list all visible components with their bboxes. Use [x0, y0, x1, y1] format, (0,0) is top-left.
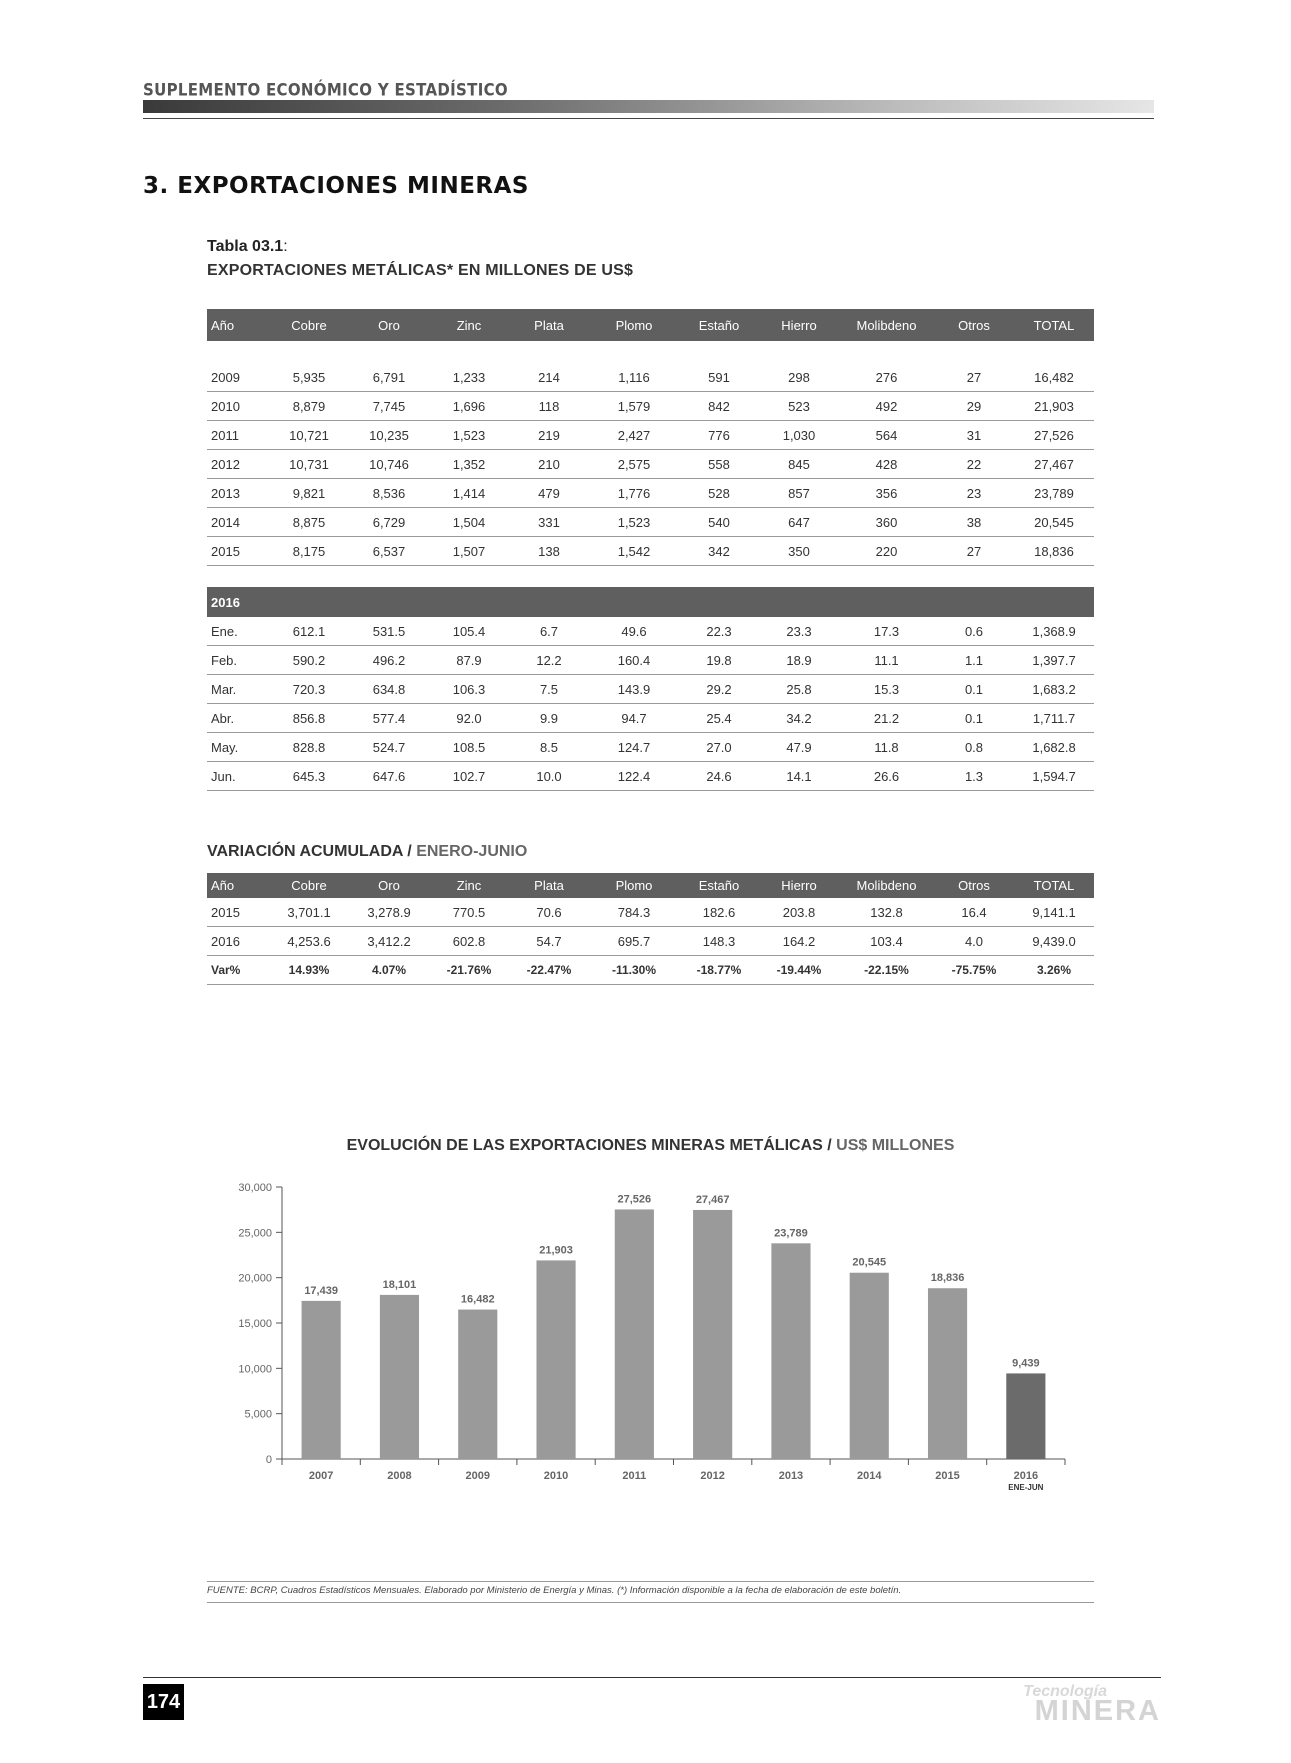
x-category-label: 2011 — [622, 1470, 647, 1482]
table-row — [207, 733, 1094, 762]
value-cell: 38 — [934, 508, 1014, 537]
value-cell: 0.1 — [934, 704, 1014, 733]
value-cell: 34.2 — [759, 704, 839, 733]
section-title: 3. EXPORTACIONES MINERAS — [143, 173, 529, 199]
variation-table-body — [207, 898, 1094, 985]
value-cell: 1,414 — [429, 479, 509, 508]
table-row — [207, 704, 1094, 733]
running-header: SUPLEMENTO ECONÓMICO Y ESTADÍSTICO — [143, 80, 508, 100]
x-category-label: 2009 — [465, 1470, 490, 1482]
value-cell: 776 — [679, 421, 759, 450]
value-cell: 118 — [509, 392, 589, 421]
row-label-cell: Ene. — [207, 617, 269, 646]
footer-rule — [143, 1677, 1161, 1678]
value-cell: 647.6 — [349, 762, 429, 791]
col-header: Plomo — [589, 873, 679, 898]
value-cell: 3,278.9 — [349, 898, 429, 927]
value-cell: 18.9 — [759, 646, 839, 675]
col-header: Otros — [934, 309, 1014, 341]
bar — [380, 1295, 419, 1459]
value-cell: 49.6 — [589, 617, 679, 646]
value-cell: 1,233 — [429, 363, 509, 392]
value-cell: 102.7 — [429, 762, 509, 791]
bar — [615, 1209, 654, 1459]
value-cell: 8.5 — [509, 733, 589, 762]
value-cell: 3,412.2 — [349, 927, 429, 956]
monthly-table-body — [207, 617, 1094, 791]
table-row — [207, 898, 1094, 927]
value-cell: 92.0 — [429, 704, 509, 733]
value-cell: 350 — [759, 537, 839, 566]
value-cell: 94.7 — [589, 704, 679, 733]
header-rule — [143, 118, 1154, 119]
value-cell: 331 — [509, 508, 589, 537]
value-cell: 2,427 — [589, 421, 679, 450]
value-cell: 577.4 — [349, 704, 429, 733]
chart-title-sep: / — [822, 1137, 837, 1154]
value-cell: 210 — [509, 450, 589, 479]
x-category-label: 2013 — [778, 1470, 804, 1482]
value-cell: 845 — [759, 450, 839, 479]
value-cell: 647 — [759, 508, 839, 537]
table-subtitle: EXPORTACIONES METÁLICAS* EN MILLONES DE US$ — [207, 262, 634, 279]
value-cell: 14.1 — [759, 762, 839, 791]
row-label-cell: Mar. — [207, 675, 269, 704]
percent-cell: -22.47% — [509, 956, 589, 985]
value-cell: 7,745 — [349, 392, 429, 421]
value-cell: 25.8 — [759, 675, 839, 704]
col-header: Año — [207, 873, 269, 898]
value-cell: 523 — [759, 392, 839, 421]
row-label-cell: 2011 — [207, 421, 269, 450]
bar — [458, 1310, 497, 1459]
value-cell: 9,439.0 — [1014, 927, 1094, 956]
bar-value-label: 27,526 — [617, 1193, 652, 1206]
value-cell: 492 — [839, 392, 934, 421]
value-cell: 842 — [679, 392, 759, 421]
value-cell: 5,935 — [269, 363, 349, 392]
source-rule-top — [207, 1581, 1094, 1582]
value-cell: 8,536 — [349, 479, 429, 508]
table-label-prefix: Tabla 03.1 — [207, 238, 284, 255]
row-label-cell: 2012 — [207, 450, 269, 479]
table-row — [207, 479, 1094, 508]
col-header: Estaño — [679, 873, 759, 898]
x-category-label: 2016 — [1013, 1470, 1039, 1482]
value-cell: 0.1 — [934, 675, 1014, 704]
table-label-suffix: : — [283, 238, 288, 255]
value-cell: 4.0 — [934, 927, 1014, 956]
value-cell: 1,682.8 — [1014, 733, 1094, 762]
value-cell: 602.8 — [429, 927, 509, 956]
value-cell: 0.8 — [934, 733, 1014, 762]
value-cell: 18,836 — [1014, 537, 1094, 566]
value-cell: 9.9 — [509, 704, 589, 733]
percent-cell: 3.26% — [1014, 956, 1094, 985]
value-cell: 87.9 — [429, 646, 509, 675]
value-cell: 182.6 — [679, 898, 759, 927]
x-category-label: 2007 — [308, 1470, 334, 1482]
chart-title-main: EVOLUCIÓN DE LAS EXPORTACIONES MINERAS METÁLICAS — [346, 1137, 823, 1154]
value-cell: 634.8 — [349, 675, 429, 704]
value-cell: 1,523 — [589, 508, 679, 537]
value-cell: 528 — [679, 479, 759, 508]
monthly-2016-table — [207, 587, 1094, 791]
table-row — [207, 762, 1094, 791]
bar-value-label: 18,836 — [930, 1272, 965, 1285]
bar-value-label: 21,903 — [539, 1244, 573, 1257]
value-cell: 164.2 — [759, 927, 839, 956]
value-cell: 645.3 — [269, 762, 349, 791]
value-cell: 105.4 — [429, 617, 509, 646]
value-cell: 1,711.7 — [1014, 704, 1094, 733]
value-cell: 770.5 — [429, 898, 509, 927]
value-cell: 1,368.9 — [1014, 617, 1094, 646]
value-cell: 1.1 — [934, 646, 1014, 675]
bar-value-label: 27,467 — [695, 1193, 730, 1206]
variation-title-main: VARIACIÓN ACUMULADA — [207, 843, 403, 860]
value-cell: 22 — [934, 450, 1014, 479]
value-cell: 11.1 — [839, 646, 934, 675]
x-category-label: 2015 — [935, 1470, 960, 1482]
value-cell: 29 — [934, 392, 1014, 421]
value-cell: 26.6 — [839, 762, 934, 791]
table-row — [207, 421, 1094, 450]
row-label-cell: May. — [207, 733, 269, 762]
monthly-header-row — [207, 587, 1094, 617]
value-cell: 360 — [839, 508, 934, 537]
value-cell: 276 — [839, 363, 934, 392]
value-cell: 27 — [934, 363, 1014, 392]
bar — [693, 1210, 732, 1459]
bar-value-label: 9,439 — [1012, 1357, 1040, 1370]
table-row — [207, 927, 1094, 956]
value-cell: 612.1 — [269, 617, 349, 646]
table-row — [207, 392, 1094, 421]
value-cell: 8,875 — [269, 508, 349, 537]
value-cell: 342 — [679, 537, 759, 566]
value-cell: 9,141.1 — [1014, 898, 1094, 927]
value-cell: 6,729 — [349, 508, 429, 537]
value-cell: 203.8 — [759, 898, 839, 927]
value-cell: 558 — [679, 450, 759, 479]
value-cell: 1,683.2 — [1014, 675, 1094, 704]
value-cell: 564 — [839, 421, 934, 450]
value-cell: 524.7 — [349, 733, 429, 762]
col-header: Hierro — [759, 309, 839, 341]
row-label-cell: 2009 — [207, 363, 269, 392]
value-cell: 1,542 — [589, 537, 679, 566]
col-header: Plomo — [589, 309, 679, 341]
percent-cell: -19.44% — [759, 956, 839, 985]
bar — [850, 1273, 889, 1459]
value-cell: 540 — [679, 508, 759, 537]
value-cell: 10,721 — [269, 421, 349, 450]
bar-value-label: 18,101 — [382, 1278, 417, 1291]
value-cell: 21.2 — [839, 704, 934, 733]
variation-title-sep: / — [402, 843, 417, 860]
value-cell: 24.6 — [679, 762, 759, 791]
value-cell: 122.4 — [589, 762, 679, 791]
value-cell: 27 — [934, 537, 1014, 566]
percent-cell: -75.75% — [934, 956, 1014, 985]
col-header: Oro — [349, 309, 429, 341]
value-cell: 16.4 — [934, 898, 1014, 927]
page-number: 174 — [143, 1684, 184, 1720]
chart-title — [207, 1137, 1094, 1155]
value-cell: 1,594.7 — [1014, 762, 1094, 791]
bar-value-label: 16,482 — [460, 1293, 495, 1306]
x-category-label: 2008 — [387, 1470, 412, 1482]
table-row — [207, 646, 1094, 675]
variation-percent-row — [207, 956, 1094, 985]
value-cell: 20,545 — [1014, 508, 1094, 537]
value-cell: 496.2 — [349, 646, 429, 675]
value-cell: 3,701.1 — [269, 898, 349, 927]
value-cell: 0.6 — [934, 617, 1014, 646]
table-row — [207, 508, 1094, 537]
value-cell: 124.7 — [589, 733, 679, 762]
value-cell: 1,116 — [589, 363, 679, 392]
x-category-label: 2012 — [700, 1470, 725, 1482]
value-cell: 15.3 — [839, 675, 934, 704]
percent-cell: -22.15% — [839, 956, 934, 985]
value-cell: 22.3 — [679, 617, 759, 646]
row-label-cell: 2014 — [207, 508, 269, 537]
value-cell: 148.3 — [679, 927, 759, 956]
value-cell: 6.7 — [509, 617, 589, 646]
col-header: TOTAL — [1014, 873, 1094, 898]
value-cell: 2,575 — [589, 450, 679, 479]
bar — [771, 1243, 810, 1459]
value-cell: 103.4 — [839, 927, 934, 956]
value-cell: 19.8 — [679, 646, 759, 675]
col-header: Otros — [934, 873, 1014, 898]
value-cell: 1,579 — [589, 392, 679, 421]
value-cell: 10,746 — [349, 450, 429, 479]
value-cell: 160.4 — [589, 646, 679, 675]
value-cell: 479 — [509, 479, 589, 508]
value-cell: 1,030 — [759, 421, 839, 450]
table-header-row — [207, 309, 1094, 341]
table-row — [207, 537, 1094, 566]
col-header: Molibdeno — [839, 309, 934, 341]
bar — [302, 1301, 341, 1459]
bar — [536, 1260, 575, 1459]
col-header: Cobre — [269, 309, 349, 341]
annual-exports-table — [207, 309, 1094, 566]
value-cell: 54.7 — [509, 927, 589, 956]
value-cell: 1,504 — [429, 508, 509, 537]
value-cell: 16,482 — [1014, 363, 1094, 392]
value-cell: 8,879 — [269, 392, 349, 421]
value-cell: 856.8 — [269, 704, 349, 733]
value-cell: 220 — [839, 537, 934, 566]
x-category-sublabel: ENE-JUN — [1008, 1483, 1044, 1492]
col-header: Plata — [509, 873, 589, 898]
value-cell: 10,731 — [269, 450, 349, 479]
percent-cell: 4.07% — [349, 956, 429, 985]
logo-line2: MINERA — [1034, 1695, 1161, 1727]
value-cell: 298 — [759, 363, 839, 392]
table-row — [207, 675, 1094, 704]
value-cell: 1,397.7 — [1014, 646, 1094, 675]
col-header: Estaño — [679, 309, 759, 341]
x-category-label: 2014 — [857, 1470, 882, 1482]
col-header: Plata — [509, 309, 589, 341]
value-cell: 7.5 — [509, 675, 589, 704]
variation-header-row — [207, 873, 1094, 898]
value-cell: 6,791 — [349, 363, 429, 392]
value-cell: 828.8 — [269, 733, 349, 762]
value-cell: 17.3 — [839, 617, 934, 646]
row-label-cell: Var% — [207, 956, 269, 985]
value-cell: 720.3 — [269, 675, 349, 704]
row-label-cell: Feb. — [207, 646, 269, 675]
col-header: Hierro — [759, 873, 839, 898]
value-cell: 428 — [839, 450, 934, 479]
value-cell: 591 — [679, 363, 759, 392]
bar-value-label: 23,789 — [774, 1227, 808, 1240]
value-cell: 25.4 — [679, 704, 759, 733]
source-rule-bottom — [207, 1602, 1094, 1603]
col-header: Molibdeno — [839, 873, 934, 898]
value-cell: 23.3 — [759, 617, 839, 646]
header-gradient-bar — [143, 100, 1154, 113]
table-row — [207, 363, 1094, 392]
value-cell: 27.0 — [679, 733, 759, 762]
value-cell: 143.9 — [589, 675, 679, 704]
value-cell: 27,467 — [1014, 450, 1094, 479]
value-cell: 1,523 — [429, 421, 509, 450]
value-cell: 214 — [509, 363, 589, 392]
value-cell: 108.5 — [429, 733, 509, 762]
value-cell: 10.0 — [509, 762, 589, 791]
y-tick-label: 5,000 — [244, 1408, 272, 1421]
value-cell: 590.2 — [269, 646, 349, 675]
value-cell: 12.2 — [509, 646, 589, 675]
percent-cell: 14.93% — [269, 956, 349, 985]
bar-value-label: 20,545 — [852, 1256, 887, 1269]
bar-value-label: 17,439 — [304, 1284, 338, 1297]
col-header: Zinc — [429, 873, 509, 898]
value-cell: 1,696 — [429, 392, 509, 421]
chart-title-sub: US$ MILLONES — [836, 1137, 955, 1154]
variation-title-sub: ENERO-JUNIO — [416, 843, 528, 860]
value-cell: 47.9 — [759, 733, 839, 762]
row-label-cell: Abr. — [207, 704, 269, 733]
row-label-cell: 2016 — [207, 927, 269, 956]
row-label-cell: 2015 — [207, 537, 269, 566]
value-cell: 857 — [759, 479, 839, 508]
publication-logo — [996, 1683, 1161, 1727]
percent-cell: -11.30% — [589, 956, 679, 985]
y-tick-label: 25,000 — [238, 1227, 272, 1240]
x-category-label: 2010 — [543, 1470, 569, 1482]
value-cell: 9,821 — [269, 479, 349, 508]
percent-cell: -18.77% — [679, 956, 759, 985]
col-header: Cobre — [269, 873, 349, 898]
table-spacer — [207, 341, 1094, 363]
source-note: FUENTE: BCRP, Cuadros Estadísticos Mensuales. Elaborado por Ministerio de Energía y Minas. (*) Información disponible a la fecha de elaboración de este boletín. — [207, 1585, 902, 1596]
col-header: Oro — [349, 873, 429, 898]
table-label — [207, 238, 288, 256]
y-tick-label: 0 — [265, 1454, 272, 1466]
value-cell: 356 — [839, 479, 934, 508]
value-cell: 27,526 — [1014, 421, 1094, 450]
exports-bar-chart — [207, 1175, 1094, 1515]
value-cell: 8,175 — [269, 537, 349, 566]
value-cell: 219 — [509, 421, 589, 450]
value-cell: 1,776 — [589, 479, 679, 508]
value-cell: 23 — [934, 479, 1014, 508]
value-cell: 138 — [509, 537, 589, 566]
table-row — [207, 450, 1094, 479]
value-cell: 695.7 — [589, 927, 679, 956]
value-cell: 4,253.6 — [269, 927, 349, 956]
col-header: TOTAL — [1014, 309, 1094, 341]
monthly-year-header: 2016 — [207, 587, 1094, 617]
value-cell: 132.8 — [839, 898, 934, 927]
value-cell: 531.5 — [349, 617, 429, 646]
value-cell: 21,903 — [1014, 392, 1094, 421]
annual-table-body — [207, 341, 1094, 566]
value-cell: 1,352 — [429, 450, 509, 479]
y-tick-label: 20,000 — [238, 1272, 272, 1285]
bar — [1006, 1373, 1045, 1459]
row-label-cell: 2013 — [207, 479, 269, 508]
col-header: Año — [207, 309, 269, 341]
value-cell: 29.2 — [679, 675, 759, 704]
value-cell: 70.6 — [509, 898, 589, 927]
value-cell: 31 — [934, 421, 1014, 450]
table-row — [207, 617, 1094, 646]
row-label-cell: 2010 — [207, 392, 269, 421]
percent-cell: -21.76% — [429, 956, 509, 985]
y-tick-label: 30,000 — [238, 1182, 272, 1194]
value-cell: 23,789 — [1014, 479, 1094, 508]
row-label-cell: 2015 — [207, 898, 269, 927]
value-cell: 1,507 — [429, 537, 509, 566]
value-cell: 1.3 — [934, 762, 1014, 791]
value-cell: 6,537 — [349, 537, 429, 566]
variation-table — [207, 873, 1094, 985]
logo-line1: Tecnología — [1023, 1683, 1107, 1700]
y-tick-label: 10,000 — [238, 1363, 272, 1376]
variation-title — [207, 843, 527, 861]
y-tick-label: 15,000 — [238, 1318, 272, 1330]
col-header: Zinc — [429, 309, 509, 341]
value-cell: 11.8 — [839, 733, 934, 762]
value-cell: 10,235 — [349, 421, 429, 450]
bar — [928, 1288, 967, 1459]
value-cell: 106.3 — [429, 675, 509, 704]
row-label-cell: Jun. — [207, 762, 269, 791]
value-cell: 784.3 — [589, 898, 679, 927]
